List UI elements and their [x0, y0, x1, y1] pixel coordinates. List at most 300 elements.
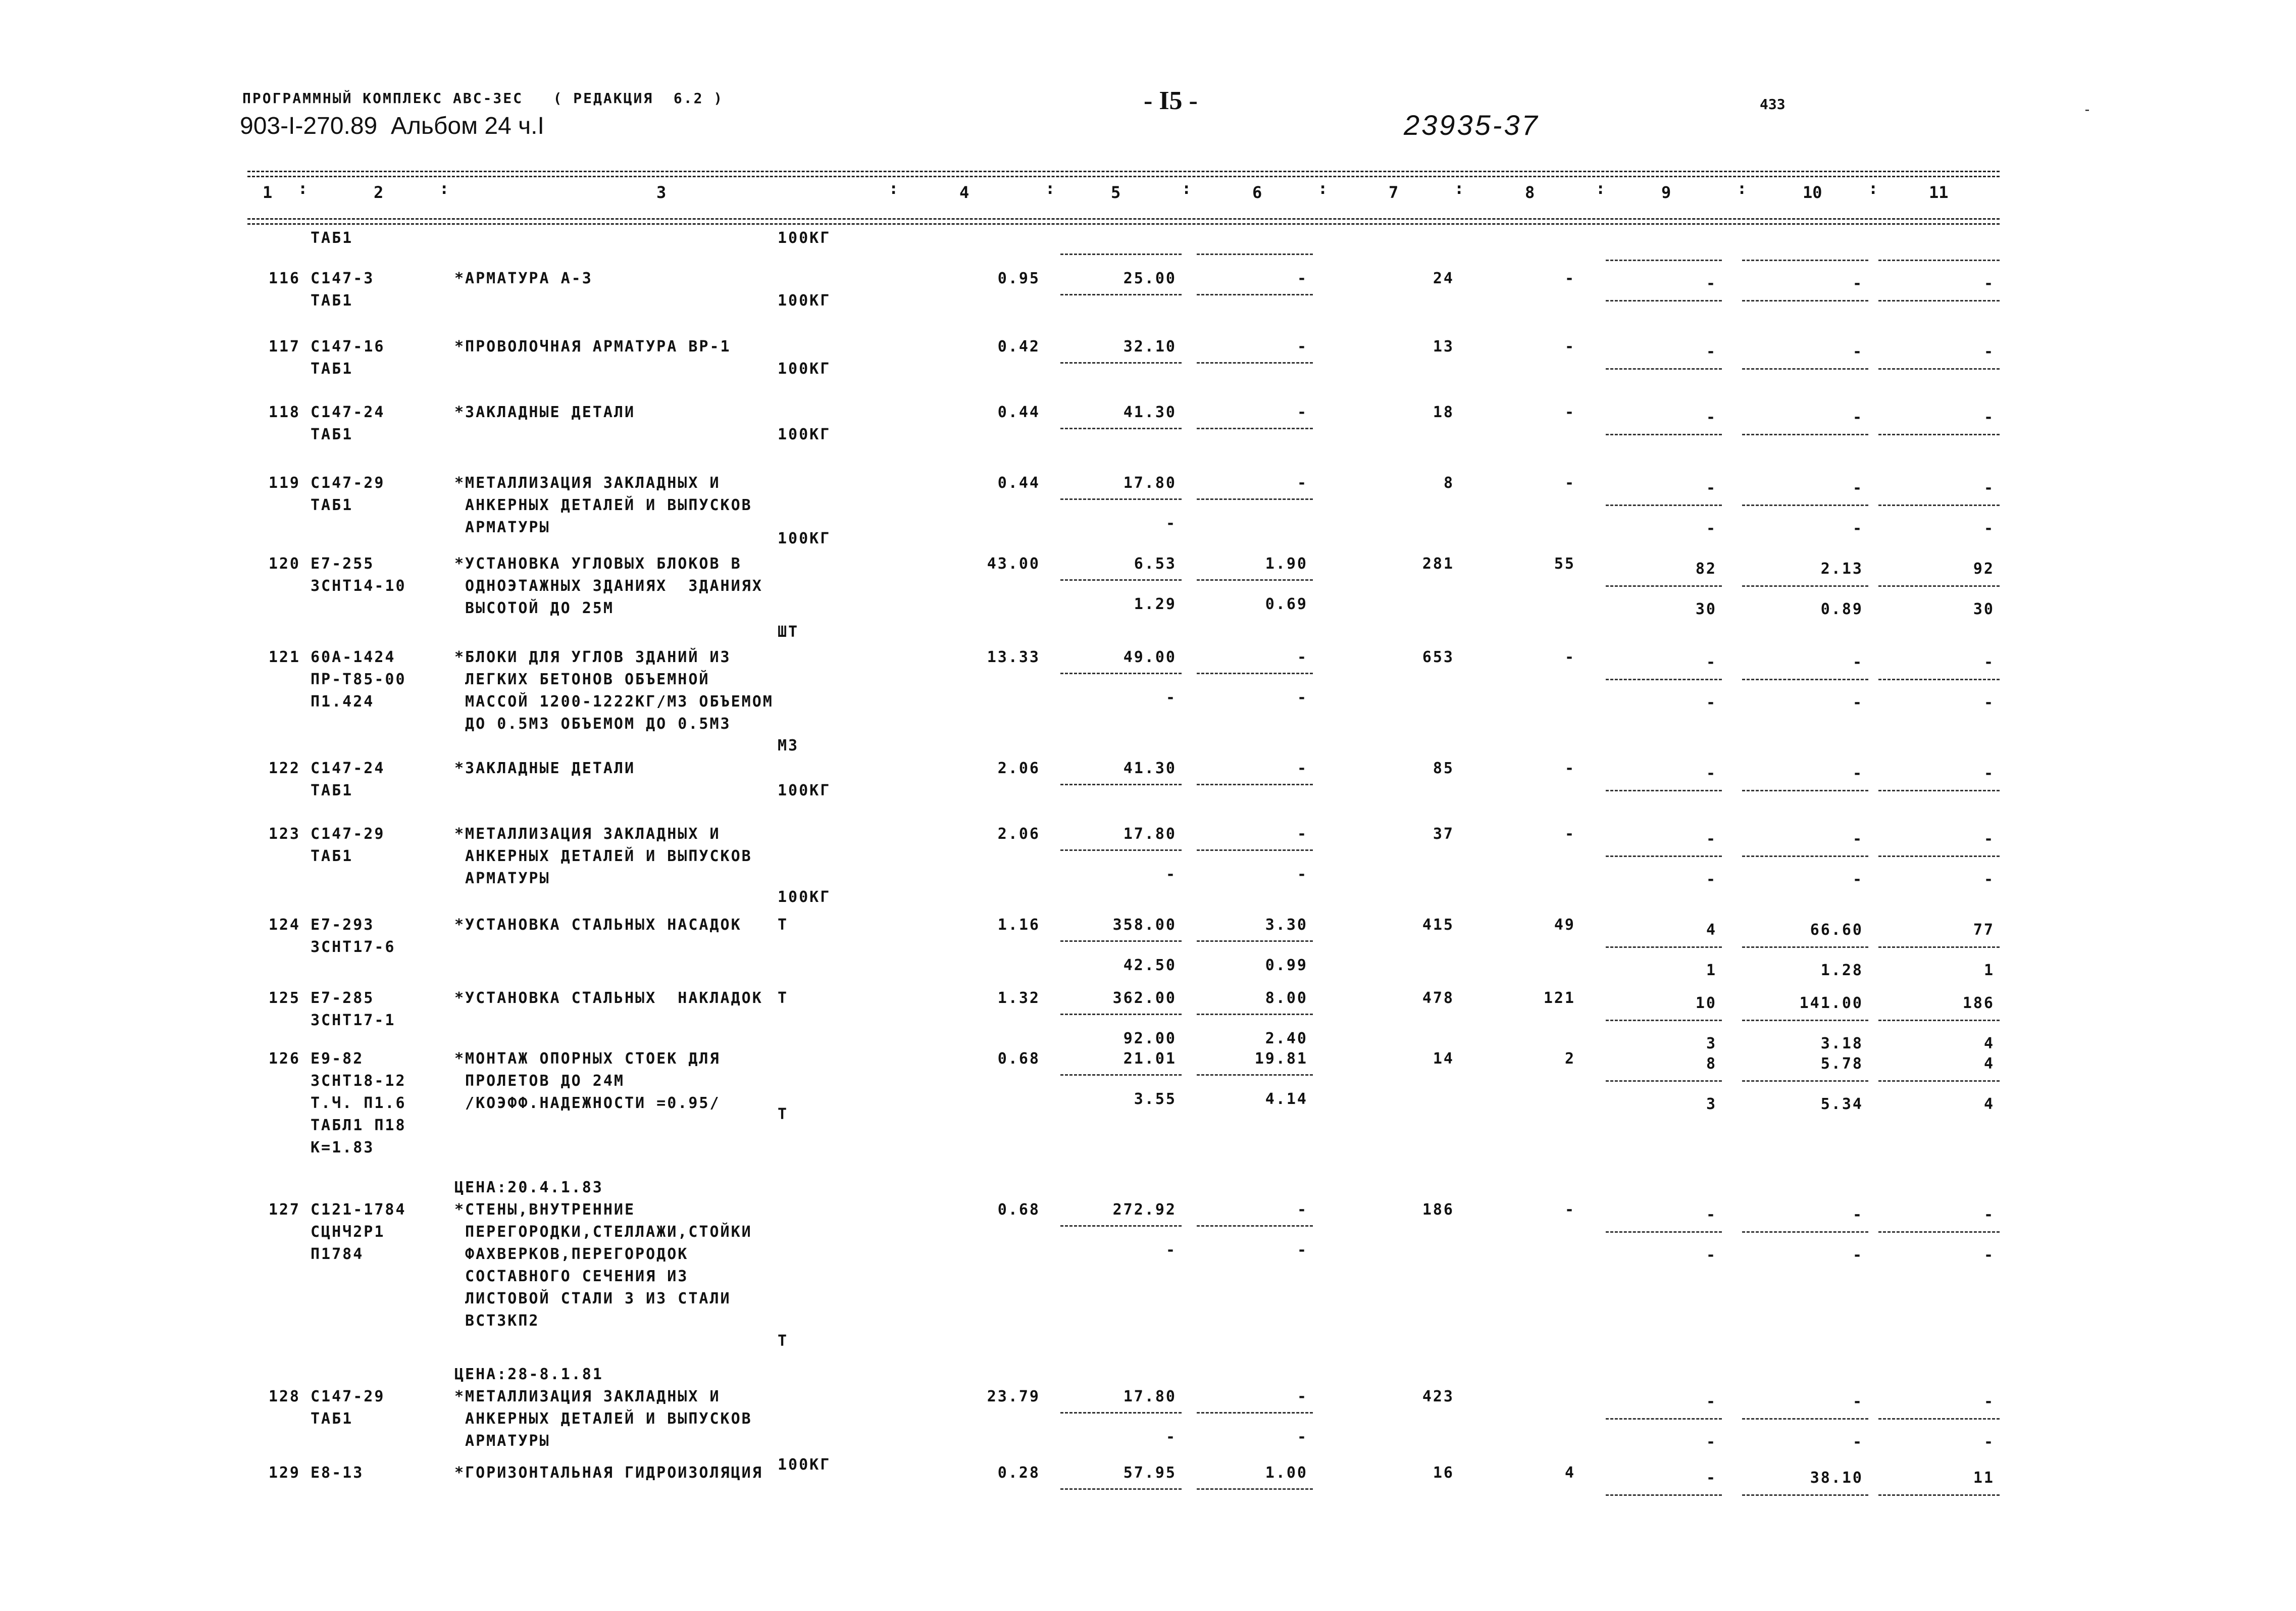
row-number: 116: [268, 270, 300, 287]
row-number: 129: [268, 1464, 300, 1482]
subtotal-rule: [1060, 1014, 1182, 1015]
quantity: 0.44: [997, 474, 1040, 492]
wage-sum: -: [1852, 409, 1863, 426]
total-cost: 37: [1433, 825, 1454, 843]
sub-wage: 5.34: [1820, 1095, 1863, 1113]
subtotal-rule: [1606, 1231, 1722, 1233]
wage-sum: -: [1852, 479, 1863, 497]
unit: ШТ: [778, 623, 799, 641]
subtotal-rule: [1197, 579, 1313, 581]
row-number: 117: [268, 338, 300, 356]
column-separator: :: [889, 179, 899, 198]
machine-cost: -: [1297, 648, 1308, 666]
wage-sum: 38.10: [1810, 1469, 1863, 1487]
unit: 100КГ: [778, 360, 831, 378]
labor-cost: -: [1564, 1201, 1575, 1219]
subtotal-rule: [1606, 1418, 1722, 1420]
unit-wage: 92.00: [1123, 1030, 1177, 1047]
work-name: ЦЕНА:20.4.1.83 *СТЕНЫ,ВНУТРЕННИЕ ПЕРЕГОРОДКИ,СТЕЛЛАЖИ,СТОЙКИ ФАХВЕРКОВ,ПЕРЕГОРОДОК СОСТАВНОГО СЕЧЕНИЯ ИЗ ЛИСТОВОЙ СТАЛИ 3 ИЗ СТАЛИ ВСТ3КП2: [454, 1179, 752, 1330]
program-title: ПРОГРАММНЫЙ КОМПЛЕКС АВС-3ЕС ( РЕДАКЦИЯ 6.2 ): [242, 90, 724, 107]
unit-cost: 21.01: [1123, 1050, 1177, 1068]
subtotal-rule: [1878, 679, 2000, 680]
machine-wage: -: [1297, 866, 1308, 883]
quantity: 0.28: [997, 1464, 1040, 1482]
total-hours: 77: [1973, 921, 1995, 939]
work-name: *ГОРИЗОНТАЛЬНАЯ ГИДРОИЗОЛЯЦИЯ: [454, 1464, 763, 1482]
unit: 100КГ: [778, 530, 831, 547]
sub-labor: -: [1706, 694, 1717, 712]
wage-sum: -: [1852, 830, 1863, 848]
column-number-1: 1: [263, 183, 273, 202]
subtotal-rule: [1060, 1074, 1182, 1076]
sub-wage: -: [1852, 1433, 1863, 1451]
subtotal-rule: [1606, 946, 1722, 948]
machine-cost: 1.90: [1265, 555, 1308, 573]
machine-cost: -: [1297, 338, 1308, 356]
subtotal-rule: [1060, 498, 1182, 500]
total-cost: 478: [1422, 989, 1454, 1007]
wage-sum: 5.78: [1820, 1055, 1863, 1073]
labor-hours: -: [1706, 343, 1717, 361]
unit-cost: 6.53: [1134, 555, 1177, 573]
quantity: 0.42: [997, 338, 1040, 356]
labor-hours: -: [1706, 830, 1717, 848]
machine-wage: -: [1297, 689, 1308, 707]
unit: Т: [778, 1332, 789, 1350]
sub-total: -: [1983, 520, 1995, 537]
sub-wage: 0.89: [1820, 600, 1863, 618]
work-name: ЦЕНА:28-8.1.81 *МЕТАЛЛИЗАЦИЯ ЗАКЛАДНЫХ И АНКЕРНЫХ ДЕТАЛЕЙ И ВЫПУСКОВ АРМАТУРЫ: [454, 1366, 752, 1450]
subtotal-rule: [1197, 428, 1313, 429]
work-name: *ЗАКЛАДНЫЕ ДЕТАЛИ: [454, 404, 636, 421]
column-separator: :: [1737, 179, 1747, 198]
norm-code: С121-1784 СЦНЧ2Р1 П1784: [311, 1201, 406, 1263]
norm-code: С147-24 ТАБ1: [311, 760, 385, 799]
total-hours: -: [1983, 1393, 1995, 1411]
unit: Т: [778, 1105, 789, 1123]
sub-wage: -: [1852, 520, 1863, 537]
total-hours: -: [1983, 653, 1995, 671]
labor-hours: -: [1706, 479, 1717, 497]
norm-code: Е9-82 ЗСНТ18-12 Т.Ч. П1.6 ТАБЛ1 П18 К=1.83: [311, 1050, 406, 1156]
row-number: 127: [268, 1201, 300, 1219]
unit: 100КГ: [778, 888, 831, 906]
subtotal-rule: [1197, 294, 1313, 295]
quantity: 0.68: [997, 1201, 1040, 1219]
sub-total: -: [1983, 871, 1995, 888]
column-number-2: 2: [374, 183, 384, 202]
labor-cost: -: [1564, 474, 1575, 492]
subtotal-rule: [1878, 260, 2000, 261]
subtotal-rule: [1197, 849, 1313, 851]
unit-wage: -: [1165, 866, 1177, 883]
machine-cost: -: [1297, 404, 1308, 421]
total-cost: 8: [1443, 474, 1454, 492]
wage-sum: -: [1852, 653, 1863, 671]
subtotal-rule: [1060, 579, 1182, 581]
machine-wage: -: [1297, 1241, 1308, 1259]
machine-cost: -: [1297, 474, 1308, 492]
subtotal-rule: [1742, 1080, 1868, 1082]
column-separator: :: [1596, 179, 1606, 198]
subtotal-rule: [1606, 1080, 1722, 1082]
subtotal-rule: [1878, 790, 2000, 791]
subtotal-rule: [1060, 940, 1182, 942]
labor-cost: 121: [1543, 989, 1575, 1007]
unit: Т: [778, 989, 789, 1007]
subtotal-rule: [1197, 1412, 1313, 1414]
unit: 100КГ: [778, 426, 831, 443]
subtotal-rule: [1878, 855, 2000, 857]
row-number: 125: [268, 989, 300, 1007]
labor-hours: 82: [1695, 560, 1717, 578]
norm-code: Е7-285 ЗСНТ17-1: [311, 989, 396, 1029]
sub-total: -: [1983, 694, 1995, 712]
subtotal-rule: [1606, 505, 1722, 506]
subtotal-rule: [1606, 368, 1722, 370]
total-cost: 653: [1422, 648, 1454, 666]
norm-code: Е7-293 ЗСНТ17-6: [311, 916, 396, 956]
norm-code: С147-3 ТАБ1: [311, 270, 375, 310]
sheet-number: 433: [1760, 96, 1785, 113]
row-number: 122: [268, 760, 300, 777]
subtotal-rule: [1606, 679, 1722, 680]
labor-hours: -: [1706, 1206, 1717, 1224]
subtotal-rule: [1606, 260, 1722, 261]
header-bottom-rule-2: [247, 223, 2000, 225]
subtotal-rule: [1742, 1418, 1868, 1420]
column-separator: :: [1045, 179, 1055, 198]
subtotal-rule: [1878, 1418, 2000, 1420]
unit-cost: 358.00: [1112, 916, 1177, 934]
subtotal-rule: [1606, 300, 1722, 301]
subtotal-rule: [1197, 673, 1313, 674]
unit-cost: 57.95: [1123, 1464, 1177, 1482]
labor-cost: 49: [1554, 916, 1575, 934]
subtotal-rule: [1197, 940, 1313, 942]
subtotal-rule: [1742, 1494, 1868, 1496]
column-number-5: 5: [1111, 183, 1121, 202]
labor-cost: -: [1564, 270, 1575, 287]
total-cost: 18: [1433, 404, 1454, 421]
sub-wage: -: [1852, 694, 1863, 712]
total-hours: -: [1983, 479, 1995, 497]
subtotal-rule: [1197, 254, 1313, 255]
unit-wage: -: [1165, 1428, 1177, 1446]
subtotal-rule: [1060, 254, 1182, 255]
work-name: *УСТАНОВКА СТАЛЬНЫХ НАКЛАДОК: [454, 989, 763, 1007]
work-name: *ПРОВОЛОЧНАЯ АРМАТУРА ВР-1: [454, 338, 731, 356]
unit: М3: [778, 737, 799, 754]
subtotal-rule: [1060, 1225, 1182, 1227]
subtotal-rule: [1878, 505, 2000, 506]
subtotal-rule: [1878, 300, 2000, 301]
subtotal-rule: [1060, 784, 1182, 785]
subtotal-rule: [1197, 1014, 1313, 1015]
quantity: 43.00: [987, 555, 1040, 573]
quantity: 13.33: [987, 648, 1040, 666]
unit-cost: 362.00: [1112, 989, 1177, 1007]
machine-cost: -: [1297, 760, 1308, 777]
unit-cost: 49.00: [1123, 648, 1177, 666]
row-number: 123: [268, 825, 300, 843]
subtotal-rule: [1197, 1225, 1313, 1227]
subtotal-rule: [1742, 1020, 1868, 1021]
norm-code: С147-29 ТАБ1: [311, 1388, 385, 1428]
page-number: - I5 -: [1144, 86, 1198, 115]
wage-sum: -: [1852, 343, 1863, 361]
quantity: 0.44: [997, 404, 1040, 421]
machine-wage: 0.99: [1265, 956, 1308, 974]
sub-labor: -: [1706, 520, 1717, 537]
unit-cost: 17.80: [1123, 1388, 1177, 1405]
unit-wage: 42.50: [1123, 956, 1177, 974]
column-number-8: 8: [1525, 183, 1535, 202]
subtotal-rule: [1197, 362, 1313, 364]
sub-wage: -: [1852, 871, 1863, 888]
norm-code: С147-24 ТАБ1: [311, 404, 385, 443]
unit-wage: 3.55: [1134, 1090, 1177, 1108]
subtotal-rule: [1742, 855, 1868, 857]
stray-mark: -: [2083, 101, 2091, 118]
unit: 100КГ: [778, 782, 831, 799]
machine-cost: 3.30: [1265, 916, 1308, 934]
subtotal-rule: [1197, 498, 1313, 500]
total-cost: 14: [1433, 1050, 1454, 1068]
machine-wage: -: [1297, 1428, 1308, 1446]
column-number-7: 7: [1389, 183, 1399, 202]
norm-code: 60А-1424 ПР-Т85-00 П1.424: [311, 648, 406, 711]
subtotal-rule: [1878, 434, 2000, 435]
subtotal-rule: [1606, 855, 1722, 857]
wage-sum: -: [1852, 1393, 1863, 1411]
unit-cost: 17.80: [1123, 825, 1177, 843]
norm-code: С147-16 ТАБ1: [311, 338, 385, 378]
total-hours: 92: [1973, 560, 1995, 578]
sub-total: 1: [1983, 962, 1995, 979]
quantity: 0.95: [997, 270, 1040, 287]
subtotal-rule: [1606, 434, 1722, 435]
labor-hours: 10: [1695, 994, 1717, 1012]
column-number-4: 4: [959, 183, 970, 202]
labor-cost: 55: [1554, 555, 1575, 573]
column-separator: :: [1868, 179, 1878, 198]
unit: 100КГ: [778, 1456, 831, 1474]
norm-code: Е8-13: [311, 1464, 364, 1482]
subtotal-rule: [1742, 585, 1868, 587]
machine-cost: 1.00: [1265, 1464, 1308, 1482]
machine-cost: -: [1297, 270, 1308, 287]
subtotal-rule: [1197, 784, 1313, 785]
unit-cost: 25.00: [1123, 270, 1177, 287]
subtotal-rule: [1742, 1231, 1868, 1233]
sub-labor: -: [1706, 871, 1717, 888]
labor-hours: 8: [1706, 1055, 1717, 1073]
quantity: 23.79: [987, 1388, 1040, 1405]
sub-total: -: [1983, 1433, 1995, 1451]
total-cost: 16: [1433, 1464, 1454, 1482]
total-hours: -: [1983, 765, 1995, 782]
work-name: *ЗАКЛАДНЫЕ ДЕТАЛИ: [454, 760, 636, 777]
unit: 100КГ: [778, 292, 831, 310]
subtotal-rule: [1878, 1020, 2000, 1021]
row-number: 121: [268, 648, 300, 666]
total-hours: -: [1983, 275, 1995, 292]
labor-hours: -: [1706, 1469, 1717, 1487]
subtotal-rule: [1197, 1074, 1313, 1076]
labor-hours: -: [1706, 765, 1717, 782]
subtotal-rule: [1742, 434, 1868, 435]
document-code: 903-I-270.89 Альбом 24 ч.I: [240, 113, 544, 139]
quantity: 0.68: [997, 1050, 1040, 1068]
machine-cost: -: [1297, 825, 1308, 843]
total-hours: 186: [1962, 994, 1995, 1012]
work-name: *МОНТАЖ ОПОРНЫХ СТОЕК ДЛЯ ПРОЛЕТОВ ДО 24М /КОЭФФ.НАДЕЖНОСТИ =0.95/: [454, 1050, 721, 1112]
wage-sum: 141.00: [1799, 994, 1863, 1012]
labor-hours: -: [1706, 275, 1717, 292]
subtotal-rule: [1878, 1494, 2000, 1496]
subtotal-rule: [1060, 294, 1182, 295]
sub-labor: -: [1706, 1433, 1717, 1451]
work-name: *МЕТАЛЛИЗАЦИЯ ЗАКЛАДНЫХ И АНКЕРНЫХ ДЕТАЛЕЙ И ВЫПУСКОВ АРМАТУРЫ: [454, 825, 752, 887]
subtotal-rule: [1606, 1020, 1722, 1021]
sub-labor: 3: [1706, 1095, 1717, 1113]
work-name: *УСТАНОВКА СТАЛЬНЫХ НАСАДОК: [454, 916, 742, 934]
table-top-rule: [247, 171, 2000, 172]
sub-wage: -: [1852, 1246, 1863, 1264]
sub-labor: -: [1706, 1246, 1717, 1264]
unit-wage: 1.29: [1134, 595, 1177, 613]
wage-sum: 66.60: [1810, 921, 1863, 939]
total-cost: 186: [1422, 1201, 1454, 1219]
wage-sum: -: [1852, 275, 1863, 292]
norm-code: С147-29 ТАБ1: [311, 825, 385, 865]
norm-code: ТАБ1: [311, 229, 353, 247]
labor-cost: 2: [1564, 1050, 1575, 1068]
sub-total: -: [1983, 1246, 1995, 1264]
unit-wage: -: [1165, 689, 1177, 707]
column-separator: :: [298, 179, 308, 198]
sub-total: 30: [1973, 600, 1995, 618]
subtotal-rule: [1878, 946, 2000, 948]
subtotal-rule: [1878, 368, 2000, 370]
labor-hours: 4: [1706, 921, 1717, 939]
column-number-6: 6: [1252, 183, 1262, 202]
sub-wage: 1.28: [1820, 962, 1863, 979]
column-separator: :: [439, 179, 449, 198]
total-cost: 13: [1433, 338, 1454, 356]
labor-cost: -: [1564, 338, 1575, 356]
total-cost: 24: [1433, 270, 1454, 287]
subtotal-rule: [1060, 673, 1182, 674]
machine-wage: 2.40: [1265, 1030, 1308, 1047]
column-separator: :: [1318, 179, 1328, 198]
quantity: 2.06: [997, 760, 1040, 777]
labor-cost: -: [1564, 760, 1575, 777]
row-number: 118: [268, 404, 300, 421]
sub-labor: 30: [1695, 600, 1717, 618]
labor-cost: -: [1564, 825, 1575, 843]
labor-hours: -: [1706, 409, 1717, 426]
subtotal-rule: [1742, 790, 1868, 791]
subtotal-rule: [1060, 1488, 1182, 1490]
machine-wage: 4.14: [1265, 1090, 1308, 1108]
work-name: *МЕТАЛЛИЗАЦИЯ ЗАКЛАДНЫХ И АНКЕРНЫХ ДЕТАЛЕЙ И ВЫПУСКОВ АРМАТУРЫ: [454, 474, 752, 536]
total-cost: 423: [1422, 1388, 1454, 1405]
subtotal-rule: [1060, 362, 1182, 364]
document-number: 23935-37: [1404, 109, 1540, 141]
subtotal-rule: [1742, 260, 1868, 261]
unit-wage: -: [1165, 515, 1177, 532]
labor-hours: -: [1706, 1393, 1717, 1411]
subtotal-rule: [1606, 790, 1722, 791]
total-hours: -: [1983, 1206, 1995, 1224]
subtotal-rule: [1606, 585, 1722, 587]
machine-cost: 8.00: [1265, 989, 1308, 1007]
subtotal-rule: [1197, 1488, 1313, 1490]
norm-code: Е7-255 ЗСНТ14-10: [311, 555, 406, 595]
row-number: 124: [268, 916, 300, 934]
work-name: *БЛОКИ ДЛЯ УГЛОВ ЗДАНИЙ ИЗ ЛЕГКИХ БЕТОНОВ ОБЪЕМНОЙ МАССОЙ 1200-1222КГ/М3 ОБЪЕМОМ ДО 0.5М3 ОБЪЕМОМ ДО 0.5М3: [454, 648, 774, 733]
total-hours: -: [1983, 409, 1995, 426]
wage-sum: -: [1852, 1206, 1863, 1224]
column-number-3: 3: [656, 183, 667, 202]
column-number-10: 10: [1803, 183, 1822, 202]
unit-cost: 17.80: [1123, 474, 1177, 492]
unit-cost: 32.10: [1123, 338, 1177, 356]
labor-cost: -: [1564, 404, 1575, 421]
header-bottom-rule: [247, 218, 2000, 220]
unit-wage: -: [1165, 1241, 1177, 1259]
machine-wage: 0.69: [1265, 595, 1308, 613]
subtotal-rule: [1606, 1494, 1722, 1496]
subtotal-rule: [1878, 1231, 2000, 1233]
row-number: 126: [268, 1050, 300, 1068]
sub-total: 4: [1983, 1095, 1995, 1113]
work-name: *АРМАТУРА А-3: [454, 270, 593, 287]
row-number: 119: [268, 474, 300, 492]
row-number: 120: [268, 555, 300, 573]
unit-cost: 272.92: [1112, 1201, 1177, 1219]
quantity: 2.06: [997, 825, 1040, 843]
sub-total: 4: [1983, 1035, 1995, 1052]
labor-cost: -: [1564, 648, 1575, 666]
sub-labor: 1: [1706, 962, 1717, 979]
column-separator: :: [1454, 179, 1464, 198]
sub-wage: 3.18: [1820, 1035, 1863, 1052]
total-hours: 4: [1983, 1055, 1995, 1073]
labor-hours: -: [1706, 653, 1717, 671]
column-number-9: 9: [1661, 183, 1671, 202]
column-number-11: 11: [1929, 183, 1949, 202]
norm-code: С147-29 ТАБ1: [311, 474, 385, 514]
unit-cost: 41.30: [1123, 404, 1177, 421]
subtotal-rule: [1742, 946, 1868, 948]
machine-cost: -: [1297, 1388, 1308, 1405]
unit: Т: [778, 916, 789, 934]
labor-cost: 4: [1564, 1464, 1575, 1482]
work-name: *УСТАНОВКА УГЛОВЫХ БЛОКОВ В ОДНОЭТАЖНЫХ ЗДАНИЯХ ЗДАНИЯХ ВЫСОТОЙ ДО 25М: [454, 555, 763, 617]
quantity: 1.32: [997, 989, 1040, 1007]
subtotal-rule: [1060, 1412, 1182, 1414]
quantity: 1.16: [997, 916, 1040, 934]
table-top-rule-2: [247, 176, 2000, 177]
subtotal-rule: [1742, 300, 1868, 301]
unit: 100КГ: [778, 229, 831, 247]
wage-sum: -: [1852, 765, 1863, 782]
total-hours: 11: [1973, 1469, 1995, 1487]
subtotal-rule: [1742, 368, 1868, 370]
